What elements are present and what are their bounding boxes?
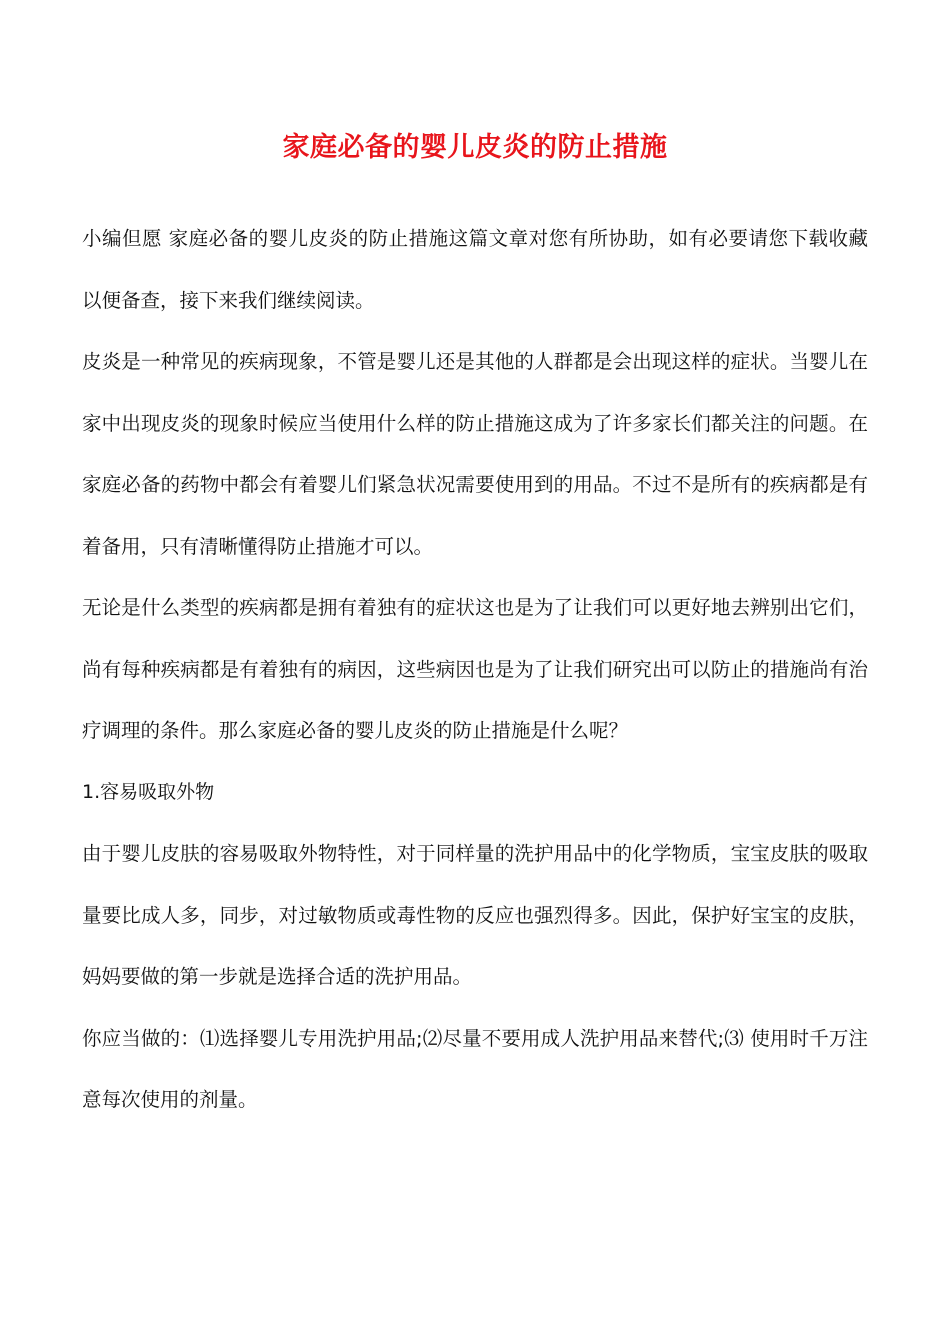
section-heading: 1.容易吸取外物: [82, 780, 215, 803]
body-paragraph: 无论是什么类型的疾病都是拥有着独有的症状这也是为了让我们可以更好地去辨别出它们，尚有每种疾病都是有着独有的病因，这些病因也是为了让我们研究出可以防止的措施尚有治疗调理的条件。那么家庭必备的婴儿皮炎的防止措施是什么呢？: [82, 596, 868, 742]
section-paragraph: 你应当做的：⑴选择婴儿专用洗护用品;⑵尽量不要用成人洗护用品来替代;⑶ 使用时千万注意每次使用的剂量。: [82, 1026, 868, 1111]
body-paragraph: 皮炎是一种常见的疾病现象，不管是婴儿还是其他的人群都是会出现这样的症状。当婴儿在家中出现皮炎的现象时候应当使用什么样的防止措施这成为了许多家长们都关注的问题。在家庭必备的药物中都会有着婴儿们紧急状况需要使用到的用品。不过不是所有的疾病都是有着备用，只有清晰懂得防止措施才可以。: [82, 350, 868, 558]
document-title: 家庭必备的婴儿皮炎的防止措施: [282, 132, 668, 163]
intro-paragraph: 小编但愿 家庭必备的婴儿皮炎的防止措施这篇文章对您有所协助，如有必要请您下载收藏以便备查，接下来我们继续阅读。: [82, 227, 868, 312]
section-paragraph: 由于婴儿皮肤的容易吸取外物特性，对于同样量的洗护用品中的化学物质，宝宝皮肤的吸取量要比成人多，同步，对过敏物质或毒性物的反应也强烈得多。因此，保护好宝宝的皮肤，妈妈要做的第一步就是选择合适的洗护用品。: [82, 842, 868, 988]
